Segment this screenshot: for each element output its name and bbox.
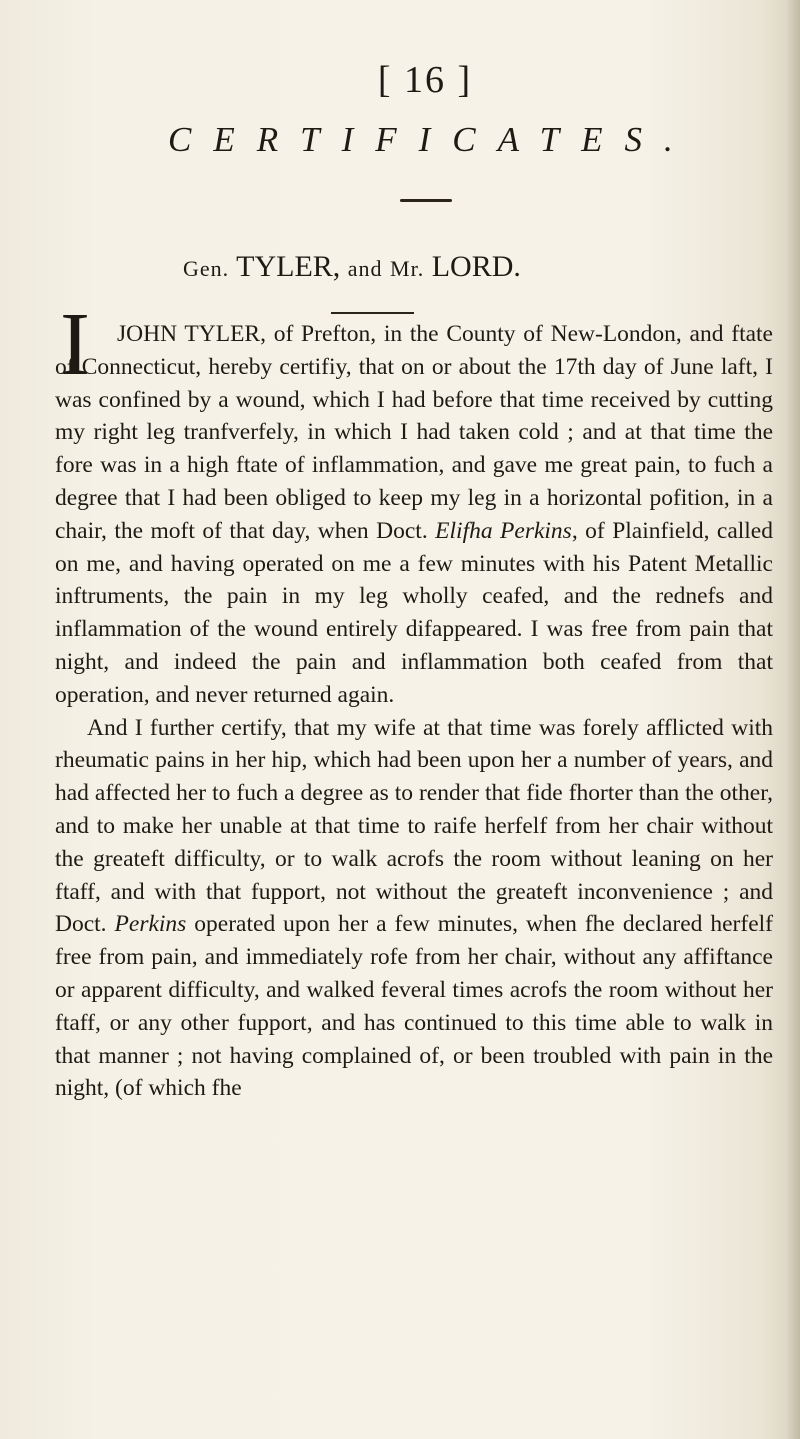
certificate-heading bbox=[183, 250, 743, 284]
page-edge-shadow bbox=[786, 0, 800, 1439]
paragraph-2-rest: operated upon her a few minutes, when fhe declared herfelf free from pain, and immediately rofe from her chair, without any affiftance or apparent difficulty, and walked feveral times acrofs the room without her ftaff, or any other fupport, and has continued to this time able to walk in that manner ; not having complained of, or been troubled with pain in the night, (of which fhe bbox=[55, 911, 773, 1102]
ornamental-rule bbox=[400, 199, 452, 202]
paragraph-1 bbox=[55, 318, 773, 712]
paragraph-2-lead: And I further certify, that my wife at that time was forely afflicted with rheumatic pains in her hip, which had been upon her a number of years, and had affected her to fuch a degree as to render that fide fhorter than the other, and to make her unable at that time to raife herfelf from her chair without the greateft difficulty, or to walk acrofs the room without leaning on her ftaff, and with that fupport, not without the greateft inconvenience ; and Doct. bbox=[55, 714, 773, 938]
heading-underline bbox=[331, 312, 414, 314]
paragraph-1-doct: Doct. bbox=[376, 517, 436, 544]
heading-and: and bbox=[347, 256, 383, 281]
heading-mr: Mr. bbox=[390, 256, 425, 281]
paragraph-1-name: Elifha Perkins bbox=[435, 517, 572, 544]
drop-cap: I bbox=[60, 295, 90, 394]
paragraph-2 bbox=[55, 712, 773, 1106]
paragraph-1-lead: JOHN TYLER, of Prefton, in the County of New-London, and ftate of Connecticut, hereby certifiy, that on or about the 17th day of June laft, I was confined by a wound, which I had before that time received by cutting my right leg tranfverfely, in which I had taken cold ; and at that time the fore was in a high ftate of inflammation, and gave me great pain, to fuch a degree that I had been obliged to keep my leg in a horizontal pofition, in a chair, the moft of that day, when bbox=[55, 321, 773, 544]
certificate-body bbox=[55, 318, 773, 1105]
paragraph-2-name: Perkins bbox=[114, 911, 187, 938]
paragraph-1-rest: , of Plainfield, called on me, and having operated on me a few minutes with his Patent Metallic inftruments, the pain in my leg wholly ceafed, and the rednefs and inflammation of the wound entirely difappeared. I was free from pain that night, and indeed the pain and inflammation both ceafed from that operation, and never returned again. bbox=[55, 517, 773, 708]
heading-lord: LORD. bbox=[431, 250, 521, 283]
heading-gen: Gen. bbox=[183, 256, 230, 281]
page-number: [ 16 ] bbox=[377, 59, 473, 101]
heading-tyler: TYLER, bbox=[236, 250, 341, 283]
section-title: CERTIFICATES. bbox=[168, 120, 695, 159]
